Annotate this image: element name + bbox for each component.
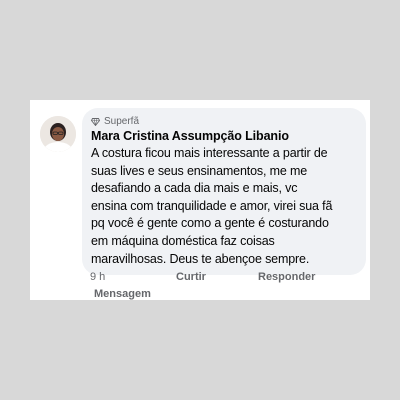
avatar-photo (40, 116, 76, 152)
comment-text-line: maravilhosas. Deus te abençoe sempre. (91, 251, 310, 266)
comment-text-line: pq você é gente como a gente é costurando (91, 216, 329, 231)
top-fan-badge (91, 115, 357, 128)
avatar[interactable] (40, 116, 76, 152)
comment-text-line: em máquina doméstica faz coisas (91, 233, 275, 248)
comment-text (91, 145, 357, 268)
author-name[interactable]: Mara Cristina Assumpção Libanio (91, 129, 289, 143)
comment-text-line: ensina com tranquilidade e amor, virei sua fã (91, 198, 333, 213)
badge-label: Superfã (104, 116, 140, 127)
like-button[interactable]: Curtir (176, 271, 206, 283)
comment-text-line: A costura ficou mais interessante a partir de (91, 146, 328, 160)
message-button[interactable]: Mensagem (94, 288, 151, 300)
reply-button[interactable]: Responder (258, 271, 316, 283)
comment-text-line: desafiando a cada dia mais e mais, vc (91, 181, 298, 196)
comment-text-line: suas lives e seus ensinamentos, me me (91, 163, 308, 178)
comment-card (30, 100, 370, 300)
timestamp[interactable]: 9 h (90, 271, 106, 283)
comment-bubble (82, 108, 366, 275)
diamond-icon (91, 118, 100, 126)
